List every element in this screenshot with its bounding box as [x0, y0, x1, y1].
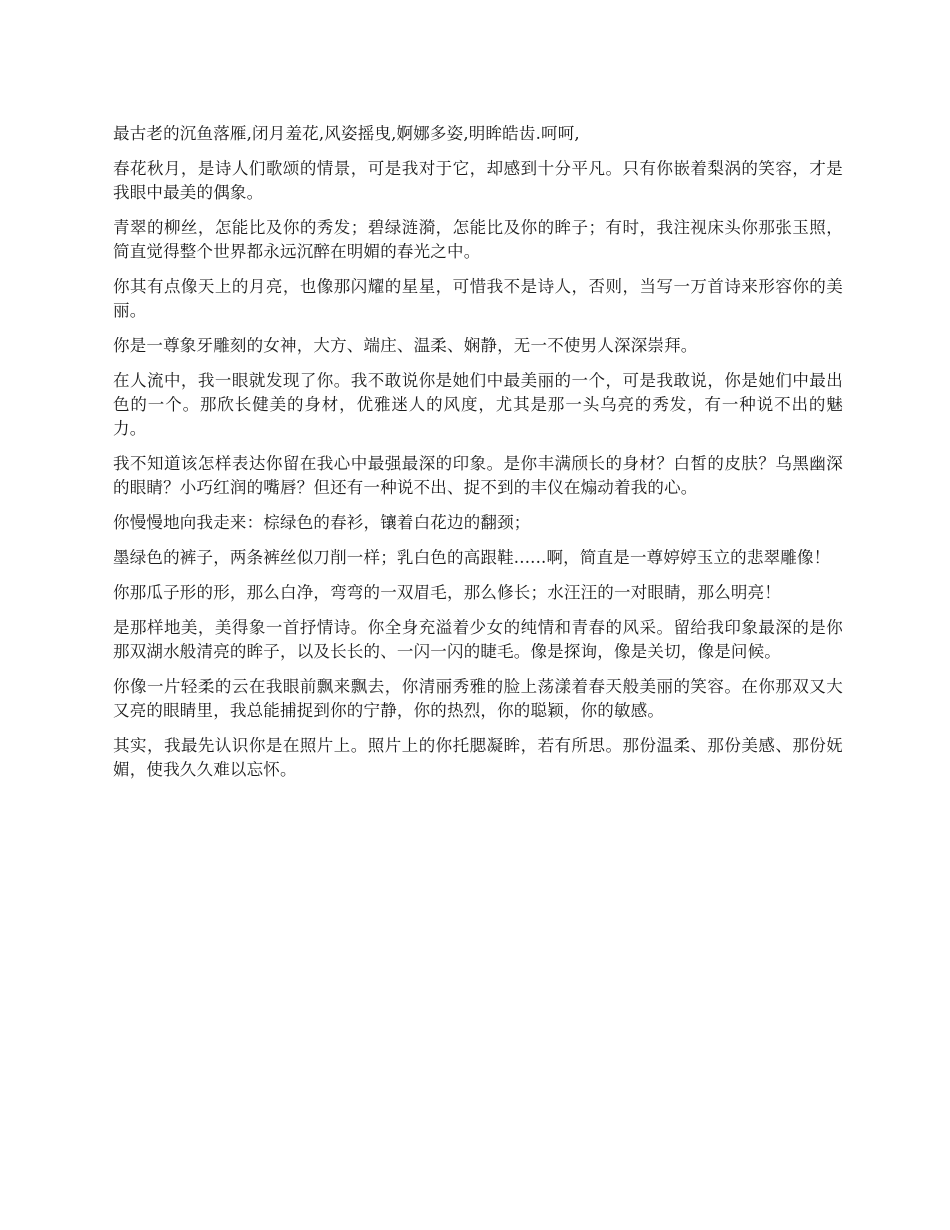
paragraph: 你其有点像天上的月亮，也像那闪耀的星星，可惜我不是诗人，否则，当写一万首诗来形容你的美丽。: [113, 277, 843, 320]
paragraph: 在人流中，我一眼就发现了你。我不敢说你是她们中最美丽的一个，可是我敢说，你是她们中最出色的一个。那欣长健美的身材，优雅迷人的风度，尤其是那一头乌亮的秀发，有一种说不出的魅力。: [113, 371, 843, 438]
paragraph: 最古老的沉鱼落雁,闭月羞花,风姿摇曳,婀娜多姿,明眸皓齿.呵呵,: [113, 124, 580, 143]
paragraph: 是那样地美，美得象一首抒情诗。你全身充溢着少女的纯情和青春的风采。留给我印象最深的是你那双湖水般清亮的眸子，以及长长的、一闪一闪的睫毛。像是探询，像是关切，像是问候。: [113, 618, 843, 661]
paragraph: 墨绿色的裤子，两条裤丝似刀削一样；乳白色的高跟鞋......啊，简直是一尊婷婷玉立的悲翠雕像！: [113, 548, 831, 567]
paragraph: 你那瓜子形的形，那么白净，弯弯的一双眉毛，那么修长；水汪汪的一对眼睛，那么明亮！: [113, 583, 781, 602]
document-page: [113, 122, 843, 793]
paragraph: 你是一尊象牙雕刻的女神，大方、端庄、温柔、娴静，无一不使男人深深崇拜。: [113, 336, 698, 355]
paragraph: 青翠的柳丝，怎能比及你的秀发；碧绿涟漪，怎能比及你的眸子；有时，我注视床头你那张玉照，简直觉得整个世界都永远沉醉在明媚的春光之中。: [113, 218, 843, 261]
paragraph: 你像一片轻柔的云在我眼前飘来飘去，你清丽秀雅的脸上荡漾着春天般美丽的笑容。在你那双又大又亮的眼睛里，我总能捕捉到你的宁静，你的热烈，你的聪颖，你的敏感。: [113, 677, 843, 720]
paragraph: 其实，我最先认识你是在照片上。照片上的你托腮凝眸，若有所思。那份温柔、那份美感、那份妩媚，使我久久难以忘怀。: [113, 736, 843, 779]
paragraph: 你慢慢地向我走来：棕绿色的春衫，镶着白花边的翻颈；: [113, 513, 531, 532]
paragraph: 春花秋月，是诗人们歌颂的情景，可是我对于它，却感到十分平凡。只有你嵌着梨涡的笑容，才是我眼中最美的偶象。: [113, 159, 843, 202]
paragraph: 我不知道该怎样表达你留在我心中最强最深的印象。是你丰满颀长的身材？白皙的皮肤？乌黑幽深的眼睛？小巧红润的嘴唇？但还有一种说不出、捉不到的丰仪在煽动着我的心。: [113, 454, 843, 497]
